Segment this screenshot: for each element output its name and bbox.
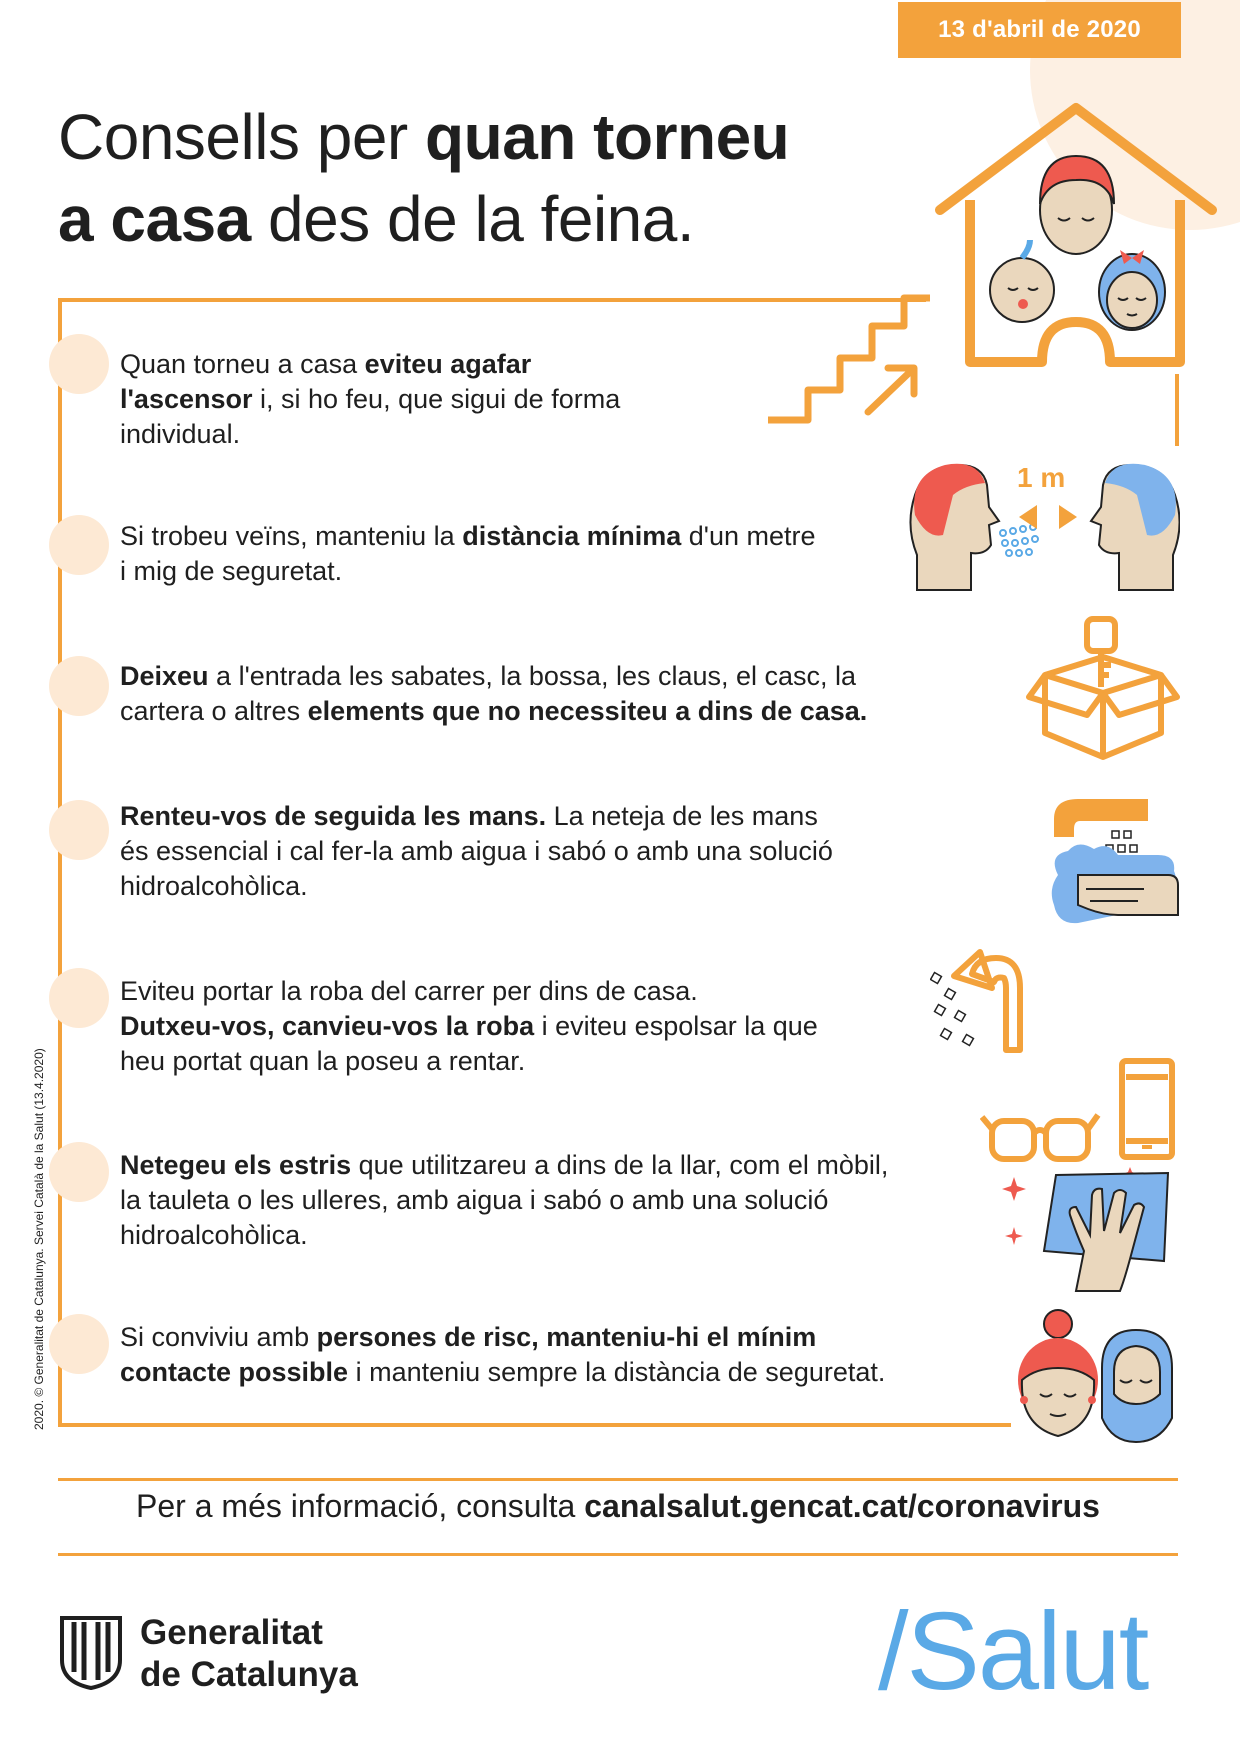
- tip-text: la tauleta o les ulleres, amb aigua i sabó o amb una solució: [120, 1185, 829, 1215]
- footer-rule-bottom: [58, 1553, 1178, 1556]
- tip-text-bold: contacte possible: [120, 1357, 349, 1387]
- distance-icon: [905, 455, 1180, 595]
- frame-right-line: [1175, 374, 1179, 446]
- bullet-dot: [49, 656, 109, 716]
- tip-text: que utilitzareu a dins de la llar, com el mòbil,: [351, 1150, 889, 1180]
- tip-text-bold: Netegeu els estris: [120, 1150, 352, 1180]
- tip-5: [120, 974, 1000, 1079]
- tip-text: La neteja de les mans: [546, 801, 818, 831]
- tip-text-bold: eviteu agafar: [364, 349, 532, 379]
- generalitat-line2: de Catalunya: [140, 1655, 358, 1694]
- tip-text: i manteniu sempre la distància de seguretat.: [348, 1357, 886, 1387]
- tip-7: [120, 1320, 1000, 1390]
- tip-text-bold: persones de risc, manteniu-hi el mínim: [316, 1322, 817, 1352]
- tip-text: hidroalcohòlica.: [120, 1220, 308, 1250]
- bullet-dot: [49, 800, 109, 860]
- elderly-couple-icon: [1010, 1308, 1180, 1444]
- more-info: [58, 1488, 1178, 1525]
- salut-wordmark: /Salut: [878, 1590, 1148, 1713]
- tip-text-bold: l'ascensor: [120, 384, 253, 414]
- bullet-dot: [49, 334, 109, 394]
- tip-text: d'un metre: [681, 521, 816, 551]
- title-part-bold: quan torneu: [425, 101, 790, 173]
- generalitat-wordmark: [140, 1612, 358, 1696]
- bullet-dot: [49, 1142, 109, 1202]
- tip-text-bold: elements que no necessiteu a dins de casa.: [307, 696, 868, 726]
- tip-4: [120, 799, 1000, 904]
- tip-text: a l'entrada les sabates, la bossa, les claus, el casc, la: [208, 661, 857, 691]
- copyright-credit: 2020. © Generalitat de Catalunya. Servei Català de la Salut (13.4.2020): [32, 1048, 46, 1430]
- tip-text-bold: Renteu-vos de seguida les mans.: [120, 801, 547, 831]
- tip-text: i eviteu espolsar la que: [534, 1011, 818, 1041]
- bullet-dot: [49, 515, 109, 575]
- date-text: 13 d'abril de 2020: [938, 16, 1141, 43]
- tip-text: individual.: [120, 419, 241, 449]
- tip-text: Si trobeu veïns, manteniu la: [120, 521, 463, 551]
- bullet-dot: [49, 1314, 109, 1374]
- frame-left-line: [58, 298, 62, 1426]
- title-part: des de la feina.: [250, 183, 695, 255]
- frame-bottom-line: [58, 1423, 1011, 1427]
- tip-text-bold: distància mínima: [462, 521, 682, 551]
- more-info-link[interactable]: canalsalut.gencat.cat/coronavirus: [584, 1488, 1100, 1524]
- box-key-icon: [1025, 615, 1180, 770]
- footer-rule-top: [58, 1478, 1178, 1481]
- tip-2: [120, 519, 1000, 589]
- tip-text: Quan torneu a casa: [120, 349, 365, 379]
- stairs-icon: [760, 290, 940, 430]
- tip-text: cartera o altres: [120, 696, 308, 726]
- tip-6: [120, 1148, 1000, 1253]
- shower-icon: [930, 938, 1060, 1058]
- title-part: Consells per: [58, 101, 425, 173]
- tip-text-bold: Deixeu: [120, 661, 209, 691]
- tip-text: hidroalcohòlica.: [120, 871, 308, 901]
- tip-3: [120, 659, 1000, 729]
- tip-text: Si conviviu amb: [120, 1322, 317, 1352]
- title-part-bold: a casa: [58, 183, 251, 255]
- tip-text: és essencial i cal fer-la amb aigua i sabó o amb una solució: [120, 836, 833, 866]
- house-family-icon: [930, 100, 1230, 370]
- cleaning-icon: [980, 1055, 1180, 1295]
- handwash-icon: [1048, 785, 1180, 935]
- tip-text: i mig de seguretat.: [120, 556, 343, 586]
- generalitat-logo: [58, 1610, 124, 1690]
- generalitat-line1: Generalitat: [140, 1613, 323, 1652]
- bullet-dot: [49, 968, 109, 1028]
- tip-text: heu portat quan la poseu a rentar.: [120, 1046, 526, 1076]
- tip-text: i, si ho feu, que sigui de forma: [252, 384, 621, 414]
- page-title: [58, 96, 938, 260]
- tip-text: Eviteu portar la roba del carrer per dins de casa.: [120, 976, 698, 1006]
- date-badge: [898, 2, 1181, 58]
- tip-text-bold: Dutxeu-vos, canvieu-vos la roba: [120, 1011, 535, 1041]
- distance-label: 1 m: [1017, 462, 1066, 493]
- more-info-label: Per a més informació, consulta: [136, 1488, 585, 1524]
